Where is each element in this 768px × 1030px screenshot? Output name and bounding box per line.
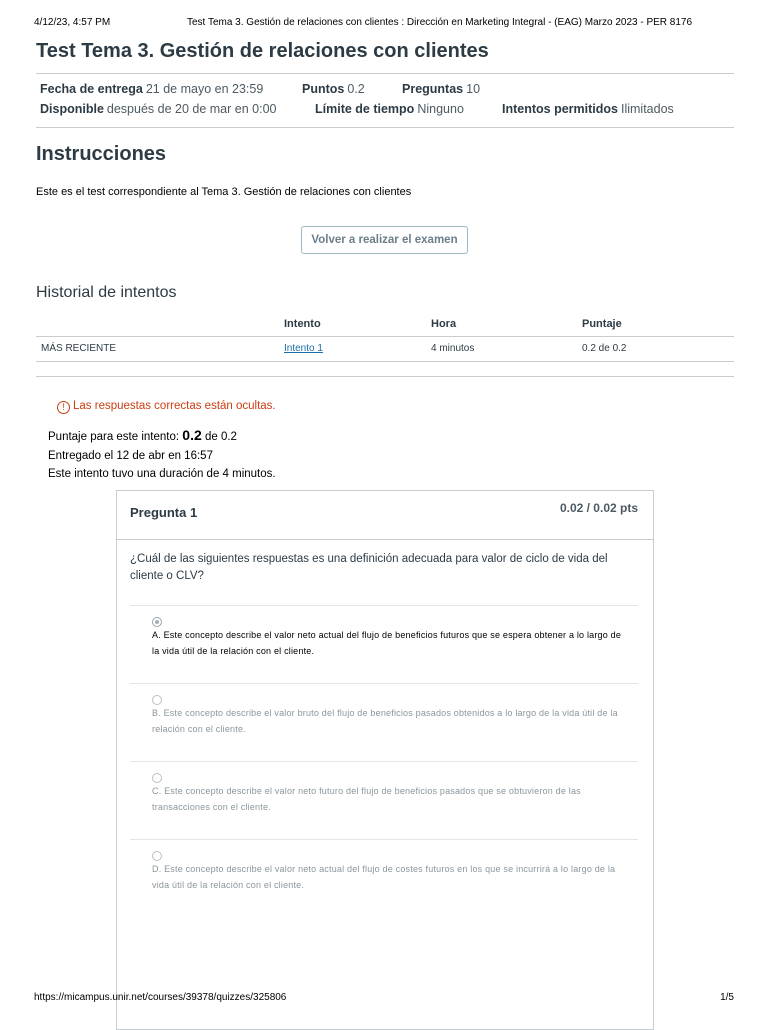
question-header [117,491,653,540]
points [302,82,365,96]
radio-icon[interactable] [152,851,162,861]
column-header-time: Hora [431,318,457,330]
attempt-link[interactable]: Intento 1 [284,343,323,354]
print-title: Test Tema 3. Gestión de relaciones con clientes : Dirección en Marketing Integral - (EAG) Marzo 2023 - PER 8176 [187,17,693,28]
column-header-score: Puntaje [582,318,622,330]
duration-text: Este intento tuvo una duración de 4 minutos. [48,468,276,480]
score-value: 0.2 [182,427,202,443]
due-date [40,82,263,96]
answer-text: B. Este concepto describe el valor bruto del flujo de beneficios pasados obtenidos a lo largo de la vida útil de la relación con el cliente. [152,708,618,734]
radio-icon[interactable] [152,773,162,783]
answer-option-c[interactable] [130,761,638,839]
radio-selected-icon[interactable] [152,617,162,627]
time-limit [315,102,464,116]
attempt-score: 0.2 de 0.2 [582,343,627,354]
answer-text: A. Este concepto describe el valor neto actual del flujo de beneficios futuros que se espera obtener a lo largo de la vida útil de la relación con el cliente. [152,630,622,656]
submitted-text: Entregado el 12 de abr en 16:57 [48,449,213,462]
column-header-attempt: Intento [284,318,321,330]
print-date: 4/12/23, 4:57 PM [34,17,111,28]
hidden-answers-notice [57,400,276,414]
divider [36,73,734,74]
divider [36,376,734,377]
notice-text: Las respuestas correctas están ocultas. [73,400,276,412]
row-label: MÁS RECIENTE [41,343,117,354]
answer-list [130,605,638,917]
question-title: Pregunta 1 [130,505,198,520]
warning-circle-icon: ! [57,401,70,414]
score-prefix: Puntaje para este intento: [48,431,180,443]
attempt-history-table [36,312,734,362]
print-header [0,17,768,31]
answer-option-d[interactable] [130,839,638,917]
page-number: 1/5 [720,992,734,1003]
availability [40,102,276,116]
instructions-text: Este es el test correspondiente al Tema 3. Gestión de relaciones con clientes [36,186,412,198]
questions-value: 10 [466,82,481,96]
answer-option-b[interactable] [130,683,638,761]
answer-text: C. Este concepto describe el valor neto futuro del flujo de beneficios pasados que se obtuvieron de las transacciones con el cliente. [152,786,581,812]
questions-label: Preguntas [402,82,464,96]
question-text: ¿Cuál de las siguientes respuestas es una definición adecuada para valor de ciclo de vida del cliente o CLV? [130,553,608,582]
attempt-time: 4 minutos [431,343,475,354]
score-line [48,426,276,447]
attempts-label: Intentos permitidos [502,102,618,116]
table-row [36,337,734,362]
table-header [36,312,734,337]
allowed-attempts [502,102,674,116]
answer-text: D. Este concepto describe el valor neto actual del flujo de costes futuros en los que se incurrirá a lo largo de la vida útil de la relación con el cliente. [152,864,616,890]
available-label: Disponible [40,102,104,116]
attempt-score-info [48,426,276,484]
radio-icon[interactable] [152,695,162,705]
due-label: Fecha de entrega [40,82,143,96]
available-value: después de 20 de mar en 0:00 [106,102,277,116]
points-label: Puntos [302,82,345,96]
time-limit-value: Ninguno [417,102,464,116]
answer-option-a[interactable] [130,605,638,683]
time-limit-label: Límite de tiempo [315,102,415,116]
points-value: 0.2 [347,82,365,96]
due-value: 21 de mayo en 23:59 [145,82,264,96]
instructions-heading: Instrucciones [36,143,167,165]
score-suffix: de 0.2 [204,431,237,443]
question-card [116,490,654,1030]
quiz-title: Test Tema 3. Gestión de relaciones con clientes [36,40,489,62]
retake-quiz-button[interactable]: Volver a realizar el examen [301,226,468,254]
print-url: https://micampus.unir.net/courses/39378/quizzes/325806 [34,992,287,1003]
attempts-value: Ilimitados [620,102,674,116]
questions [402,82,480,96]
divider [36,127,734,128]
question-points: 0.02 / 0.02 pts [559,501,638,515]
attempt-history-heading: Historial de intentos [36,284,177,301]
